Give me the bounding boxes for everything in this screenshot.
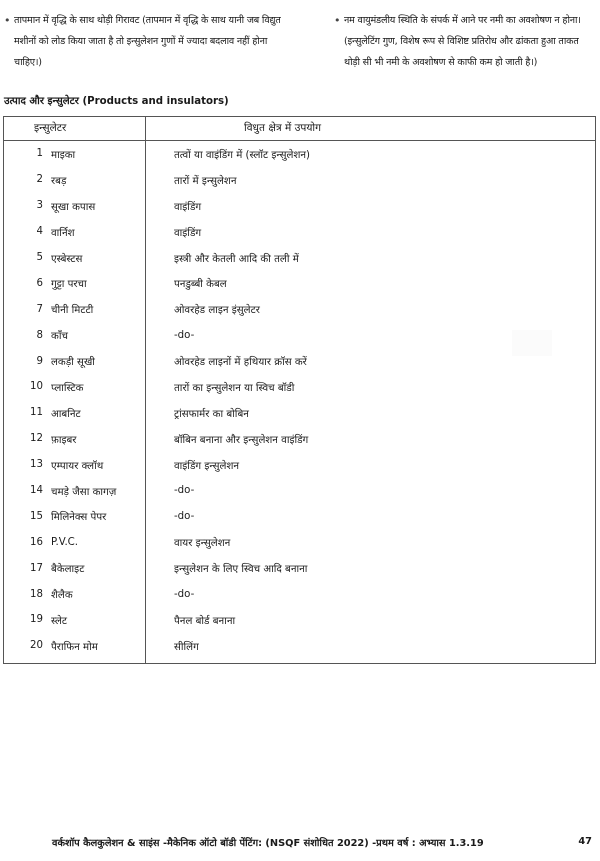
table-body bbox=[4, 141, 595, 664]
insulator-use: तारों का इन्सुलेशन या स्विच बॉडी bbox=[174, 382, 295, 394]
insulator-use: -do- bbox=[174, 485, 195, 497]
column-divider bbox=[145, 141, 146, 664]
insulator-name: रबड़ bbox=[51, 175, 67, 187]
insulator-name: गुट्टा परचा bbox=[51, 279, 87, 291]
insulator-use: वाइंडिंग bbox=[174, 201, 202, 213]
row-number: 12 bbox=[30, 433, 43, 445]
insulator-use: -do- bbox=[174, 588, 195, 600]
insulator-use: इन्सुलेशन के लिए स्विच आदि बनाना bbox=[174, 564, 308, 576]
footer-text: वर्कशॉप कैलकुलेशन & साइंस -मैकेनिक ऑटो बॉडी पेंटिंग: (NSQF संशोधित 2022) -प्रथम वर्ष : अभ्यास 1.3.19 bbox=[52, 838, 484, 849]
insulator-use: वायर इन्सुलेशन bbox=[174, 538, 231, 550]
row-number: 6 bbox=[36, 277, 43, 289]
insulator-use: बॉबिन बनाना और इन्सुलेशन वाइंडिंग bbox=[174, 434, 309, 446]
insulator-name: चीनी मिटटी bbox=[51, 305, 94, 317]
insulator-name: लकड़ी सूखी bbox=[51, 357, 95, 369]
row-number: 10 bbox=[30, 381, 43, 393]
table-row bbox=[4, 400, 595, 426]
insulator-use: पैनल बोर्ड बनाना bbox=[174, 615, 236, 627]
insulator-name: शैलैक bbox=[51, 590, 73, 602]
insulator-table bbox=[3, 116, 596, 664]
row-number: 3 bbox=[36, 200, 43, 212]
insulator-name: एम्पायर क्लॉथ bbox=[51, 460, 104, 472]
insulator-name: फ़ाइबर bbox=[51, 434, 77, 446]
row-number: 4 bbox=[36, 226, 43, 238]
insulator-name: प्लास्टिक bbox=[51, 382, 84, 394]
insulator-name: आबनिट bbox=[51, 408, 81, 420]
table-row bbox=[4, 322, 595, 348]
insulator-name: वार्निश bbox=[51, 227, 75, 239]
table-row bbox=[4, 245, 595, 271]
row-number: 8 bbox=[36, 329, 43, 341]
table-row bbox=[4, 296, 595, 322]
insulator-name: सूखा कपास bbox=[51, 201, 96, 213]
insulator-name: बैकेलाइट bbox=[51, 564, 85, 576]
table-row bbox=[4, 452, 595, 478]
row-number: 13 bbox=[30, 459, 43, 471]
bullet-item bbox=[4, 10, 282, 73]
table-row bbox=[4, 193, 595, 219]
bullet-list bbox=[4, 10, 596, 73]
row-number: 5 bbox=[36, 252, 43, 263]
insulator-use: ट्रांसफार्मर का बोबिन bbox=[174, 408, 249, 420]
insulator-name: काँच bbox=[51, 331, 68, 343]
bullet-dot-icon: • bbox=[4, 14, 11, 27]
row-number: 1 bbox=[36, 148, 43, 160]
insulator-use: ओवरहेड लाइन इंसुलेटर bbox=[174, 305, 260, 317]
row-number: 18 bbox=[30, 588, 43, 600]
insulator-use: ओवरहेड लाइनों में हथियार क्रॉस करें bbox=[174, 357, 307, 369]
page-footer bbox=[52, 836, 592, 849]
insulator-name: मिलिनेक्स पेपर bbox=[51, 512, 107, 524]
insulator-use: वाइंडिंग bbox=[174, 227, 202, 239]
header-use: विधुत क्षेत्र में उपयोग bbox=[244, 122, 322, 134]
table-row bbox=[4, 270, 595, 296]
table-row bbox=[4, 503, 595, 529]
row-number: 16 bbox=[30, 536, 43, 548]
insulator-name: एस्बेस्टस bbox=[51, 253, 83, 265]
table-row bbox=[4, 348, 595, 374]
table-row bbox=[4, 633, 595, 659]
table-row bbox=[4, 426, 595, 452]
insulator-name: स्लेट bbox=[51, 615, 68, 627]
table-row bbox=[4, 374, 595, 400]
insulator-use: तारों में इन्सुलेशन bbox=[174, 175, 237, 187]
bullet-text: नम वायुमंडलीय स्थिति के संपर्क में आने पर नमी का अवशोषण न होना। (इन्सुलेटिंग गुण, विशेष रूप से विशिष्ट प्रतिरोध और ढांकता हुआ ताकत थोड़ी सी भी नमी के अवशोषण से काफी कम हो जाती है।) bbox=[344, 15, 581, 68]
row-number: 20 bbox=[30, 640, 43, 652]
table-header bbox=[4, 117, 595, 141]
insulator-name: P.V.C. bbox=[51, 536, 79, 548]
table-row bbox=[4, 581, 595, 607]
bullet-dot-icon: • bbox=[334, 14, 341, 27]
bullet-item bbox=[334, 10, 596, 73]
table-row bbox=[4, 529, 595, 555]
insulator-use: -do- bbox=[174, 329, 195, 341]
table-row bbox=[4, 555, 595, 581]
row-number: 15 bbox=[30, 510, 43, 522]
insulator-use: सीलिंग bbox=[174, 641, 199, 653]
page-number: 47 bbox=[578, 836, 592, 847]
header-insulator: इन्सुलेटर bbox=[4, 117, 146, 140]
insulator-use: इस्त्री और केतली आदि की तली में bbox=[174, 253, 299, 265]
row-number: 19 bbox=[30, 614, 43, 626]
table-row bbox=[4, 607, 595, 633]
section-title: उत्पाद और इन्सुलेटर (Products and insulators) bbox=[4, 96, 229, 107]
insulator-use: -do- bbox=[174, 510, 195, 522]
insulator-use: वाइंडिंग इन्सुलेशन bbox=[174, 460, 240, 472]
row-number: 11 bbox=[30, 407, 43, 419]
table-row bbox=[4, 478, 595, 504]
row-number: 17 bbox=[30, 562, 43, 574]
row-number: 2 bbox=[36, 174, 43, 186]
insulator-name: चमड़े जैसा कागज़ bbox=[51, 486, 117, 498]
table-row bbox=[4, 167, 595, 193]
table-row bbox=[4, 141, 595, 167]
table-row bbox=[4, 219, 595, 245]
insulator-name: माइका bbox=[51, 149, 76, 161]
insulator-use: तत्वों या वाइंडिंग में (स्लॉट इन्सुलेशन) bbox=[174, 149, 311, 161]
paper-scuff bbox=[512, 330, 552, 356]
insulator-use: पनडुब्बी केबल bbox=[174, 279, 227, 291]
row-number: 9 bbox=[36, 355, 43, 367]
insulator-name: पैराफिन मोम bbox=[51, 641, 98, 653]
row-number: 14 bbox=[30, 485, 43, 497]
row-number: 7 bbox=[36, 303, 43, 315]
bullet-text: तापमान में वृद्धि के साथ थोड़ी गिरावट (तापमान में वृद्धि के साथ यानी जब विद्युत मशीनों को लोड किया जाता है तो इन्सुलेशन गुणों में ज्यादा बदलाव नहीं होना चाहिए।) bbox=[14, 15, 281, 68]
